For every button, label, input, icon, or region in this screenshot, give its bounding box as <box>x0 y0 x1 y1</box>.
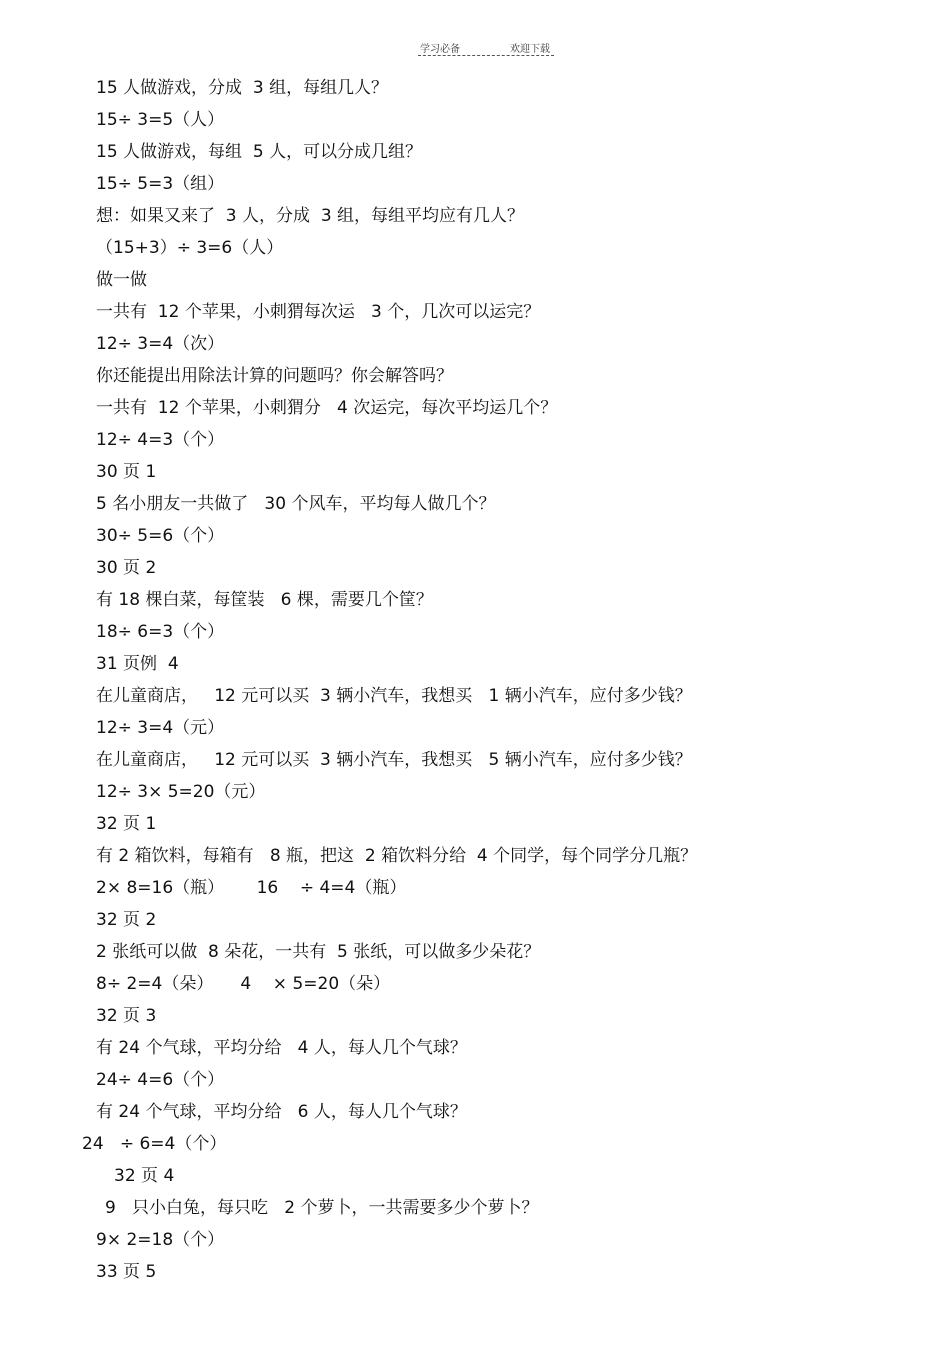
text-line: 15 人做游戏，每组 5 人，可以分成几组？ <box>96 142 423 162</box>
text-line: 12÷ 4=3（个） <box>96 430 225 450</box>
text-line: 有 18 棵白菜，每筐装 6 棵，需要几个筐？ <box>96 590 433 610</box>
text-line: 31 页例 4 <box>96 654 179 674</box>
text-line: 想：如果又来了 3 人，分成 3 组，每组平均应有几人？ <box>96 206 525 226</box>
text-line: 33 页 5 <box>96 1262 157 1282</box>
text-line: 30÷ 5=6（个） <box>96 526 225 546</box>
text-line: 有 24 个气球，平均分给 4 人，每人几个气球？ <box>96 1038 467 1058</box>
text-line: 32 页 4 <box>114 1166 175 1186</box>
header-right-text: 欢迎下载 <box>510 44 550 55</box>
text-line: 有 2 箱饮料，每箱有 8 瓶，把这 2 箱饮料分给 4 个同学，每个同学分几瓶？ <box>96 846 698 866</box>
text-line: 2× 8=16（瓶） 16 ÷ 4=4（瓶） <box>96 878 407 898</box>
text-line: 一共有 12 个苹果，小刺猬分 4 次运完，每次平均运几个？ <box>96 398 558 418</box>
text-line: 12÷ 3× 5=20（元） <box>96 782 266 802</box>
text-line: 15÷ 5=3（组） <box>96 174 225 194</box>
text-line: （15+3）÷ 3=6（人） <box>96 238 284 258</box>
text-line: 12÷ 3=4（元） <box>96 718 225 738</box>
text-line: 32 页 3 <box>96 1006 157 1026</box>
text-line: 15 人做游戏，分成 3 组，每组几人？ <box>96 78 389 98</box>
text-line: 30 页 1 <box>96 462 157 482</box>
text-line: 9× 2=18（个） <box>96 1230 225 1250</box>
text-line: 32 页 2 <box>96 910 157 930</box>
text-line: 12÷ 3=4（次） <box>96 334 225 354</box>
text-line: 15÷ 3=5（人） <box>96 110 225 130</box>
text-line: 有 24 个气球，平均分给 6 人，每人几个气球？ <box>96 1102 467 1122</box>
text-line: 24 ÷ 6=4（个） <box>82 1134 227 1154</box>
text-line: 24÷ 4=6（个） <box>96 1070 225 1090</box>
text-line: 8÷ 2=4（朵） 4 × 5=20（朵） <box>96 974 391 994</box>
header-left-text: 学习必备 <box>420 44 460 55</box>
text-line: 30 页 2 <box>96 558 157 578</box>
text-line: 在儿童商店， 12 元可以买 3 辆小汽车，我想买 1 辆小汽车，应付多少钱？ <box>96 686 692 706</box>
text-line: 做一做 <box>96 270 147 290</box>
text-line: 9 只小白兔，每只吃 2 个萝卜，一共需要多少个萝卜？ <box>105 1198 539 1218</box>
text-line: 32 页 1 <box>96 814 157 834</box>
text-line: 5 名小朋友一共做了 30 个风车，平均每人做几个？ <box>96 494 496 514</box>
text-line: 18÷ 6=3（个） <box>96 622 225 642</box>
text-line: 你还能提出用除法计算的问题吗？你会解答吗？ <box>96 366 453 386</box>
text-line: 一共有 12 个苹果，小刺猬每次运 3 个，几次可以运完？ <box>96 302 541 322</box>
text-line: 2 张纸可以做 8 朵花，一共有 5 张纸，可以做多少朵花？ <box>96 942 541 962</box>
text-line: 在儿童商店， 12 元可以买 3 辆小汽车，我想买 5 辆小汽车，应付多少钱？ <box>96 750 692 770</box>
